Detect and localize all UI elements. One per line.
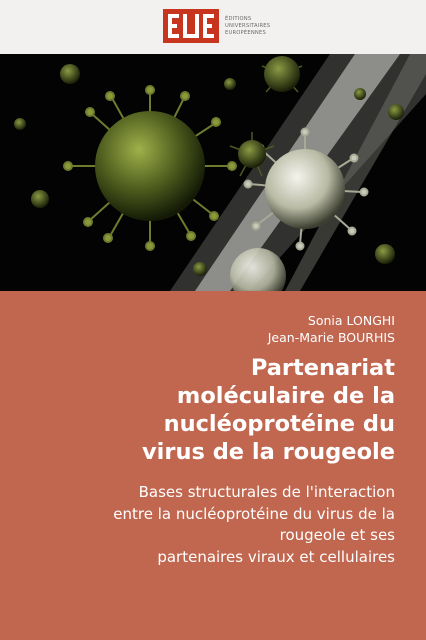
virus-illustration — [0, 54, 426, 291]
title-line: virus de la rougeole — [141, 439, 395, 465]
subtitle-line: partenaires viraux et cellulaires — [157, 547, 395, 566]
book-title — [5, 354, 395, 466]
author-name: Jean-Marie BOURHIS — [267, 330, 395, 345]
title-line: moléculaire de la — [176, 383, 395, 409]
cover-image — [0, 54, 426, 291]
book-subtitle — [0, 482, 395, 568]
publisher-header — [0, 0, 426, 54]
title-line: Partenariat — [250, 355, 395, 381]
publisher-line: EUROPÉENNES — [225, 29, 266, 36]
eue-logo-icon — [163, 9, 219, 43]
publisher-line: ÉDITIONS — [225, 15, 252, 22]
authors — [268, 312, 395, 346]
publisher-logo — [163, 9, 270, 43]
subtitle-line: entre la nucléoprotéine du virus de la — [113, 504, 395, 523]
publisher-line: UNIVERSITAIRES — [225, 22, 271, 29]
subtitle-line: rougeole et ses — [279, 526, 395, 544]
publisher-name — [225, 16, 270, 37]
author-name: Sonia LONGHI — [307, 313, 395, 328]
subtitle-line: Bases structurales de l'interaction — [138, 483, 395, 501]
title-line: nucléoprotéine du — [163, 411, 395, 437]
